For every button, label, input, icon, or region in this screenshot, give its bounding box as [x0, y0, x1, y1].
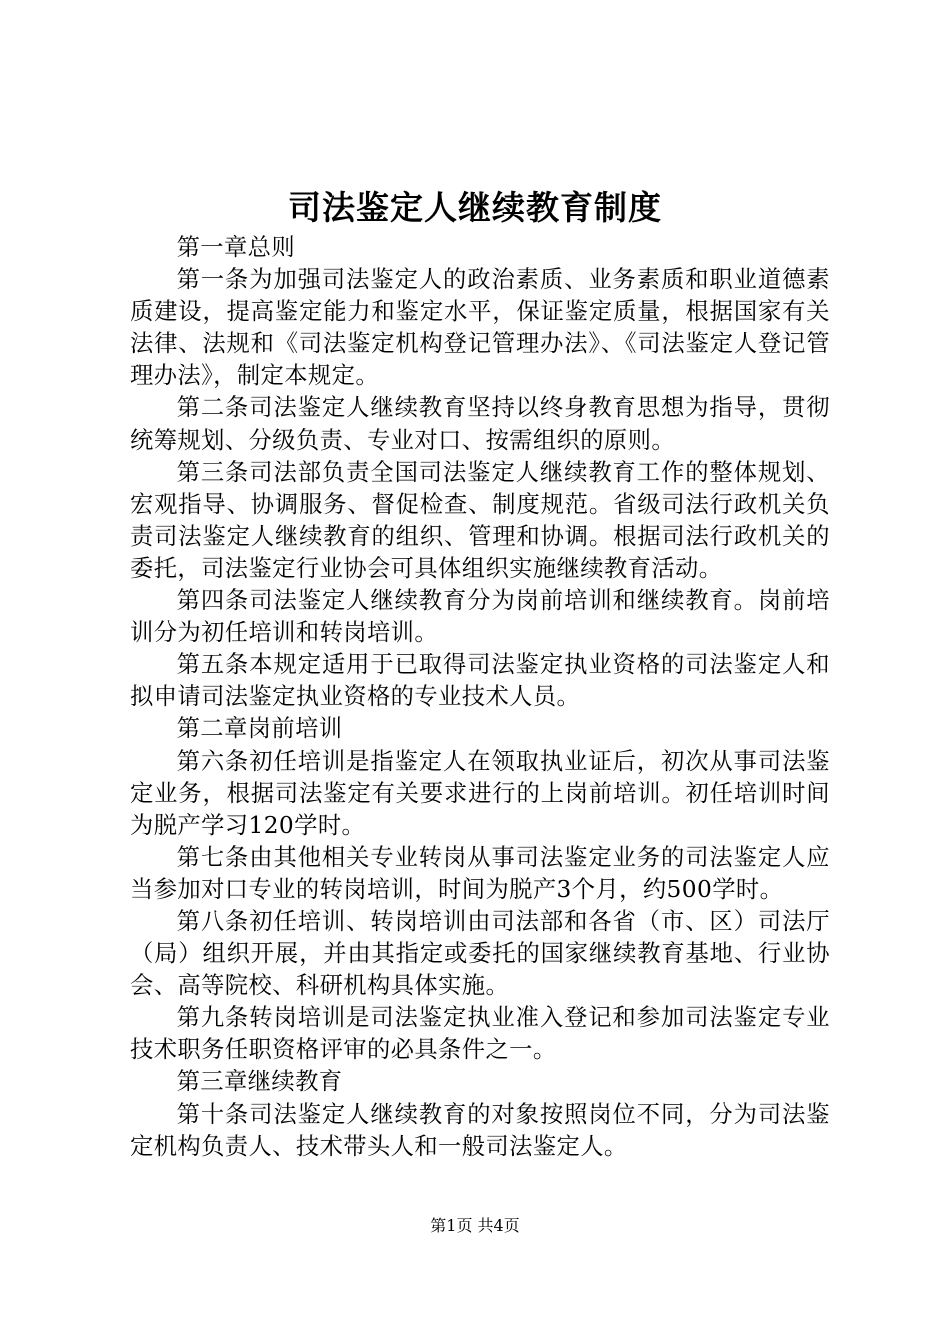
article-paragraph: 第七条由其他相关专业转岗从事司法鉴定业务的司法鉴定人应当参加对口专业的转岗培训，时间为脱产3个月，约500学时。: [130, 843, 830, 903]
article-paragraph: 第八条初任培训、转岗培训由司法部和各省（市、区）司法厅（局）组织开展，并由其指定或委托的国家继续教育基地、行业协会、高等院校、科研机构具体实施。: [130, 907, 830, 1000]
article-paragraph: 第六条初任培训是指鉴定人在领取执业证后，初次从事司法鉴定业务，根据司法鉴定有关要求进行的上岗前培训。初任培训时间为脱产学习120学时。: [130, 747, 830, 839]
article-paragraph: 第一条为加强司法鉴定人的政治素质、业务素质和职业道德素质建设，提高鉴定能力和鉴定水平，保证鉴定质量，根据国家有关法律、法规和《司法鉴定机构登记管理办法》、《司法鉴定人登记管理办法》，制定本规定。: [130, 266, 830, 390]
article-paragraph: 第十条司法鉴定人继续教育的对象按照岗位不同，分为司法鉴定机构负责人、技术带头人和一般司法鉴定人。: [130, 1100, 830, 1160]
article-paragraph: 第五条本规定适用于已取得司法鉴定执业资格的司法鉴定人和拟申请司法鉴定执业资格的专业技术人员。: [130, 651, 830, 711]
page-number-footer: 第1页 共4页: [430, 1216, 520, 1235]
article-paragraph: 第二条司法鉴定人继续教育坚持以终身教育思想为指导，贯彻统筹规划、分级负责、专业对口、按需组织的原则。: [130, 394, 830, 454]
article-paragraph: 第三条司法部负责全国司法鉴定人继续教育工作的整体规划、宏观指导、协调服务、督促检查、制度规范。省级司法行政机关负责司法鉴定人继续教育的组织、管理和协调。根据司法行政机关的委托，司法鉴定行业协会可具体组织实施继续教育活动。: [130, 458, 830, 582]
chapter-heading: 第二章岗前培训: [176, 715, 343, 743]
document-title: 司法鉴定人继续教育制度: [288, 188, 662, 227]
chapter-heading: 第一章总则: [176, 234, 296, 261]
chapter-heading: 第三章继续教育: [176, 1068, 343, 1096]
article-paragraph: 第四条司法鉴定人继续教育分为岗前培训和继续教育。岗前培训分为初任培训和转岗培训。: [130, 587, 830, 647]
article-paragraph: 第九条转岗培训是司法鉴定执业准入登记和参加司法鉴定专业技术职务任职资格评审的必具条件之一。: [130, 1004, 830, 1064]
document-body: [130, 232, 830, 1163]
